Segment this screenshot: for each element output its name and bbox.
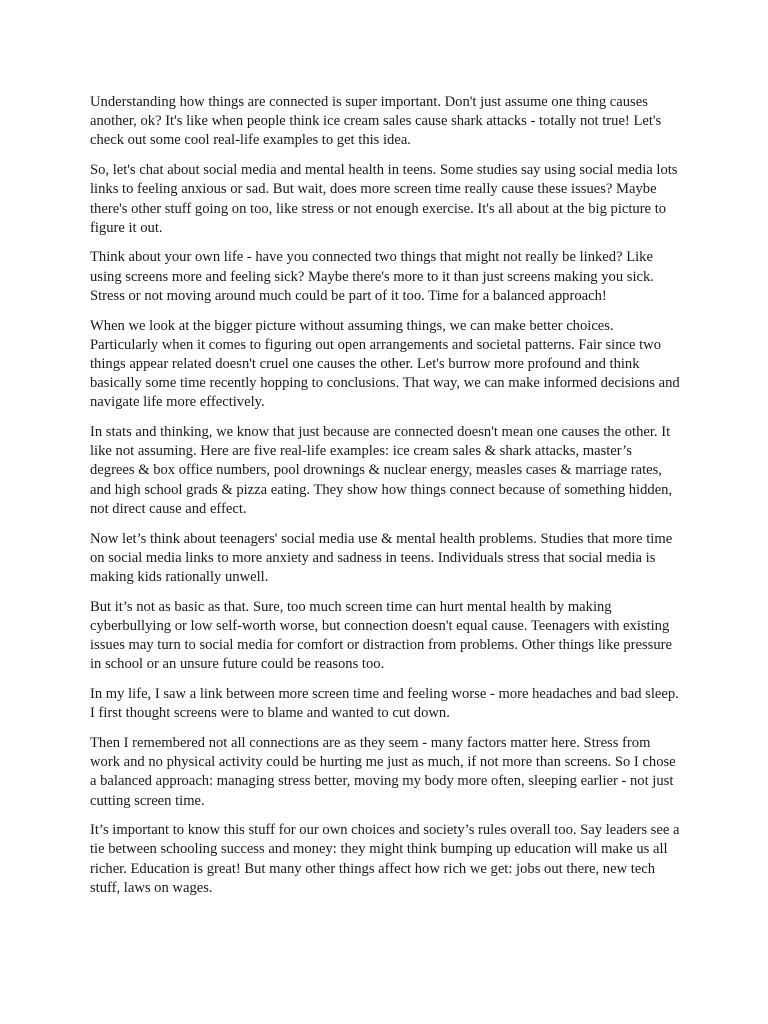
paragraph: Then I remembered not all connections are as they seem - many factors matter here. Stress from work and no physical activity could be hurting me just as much, if not more than screens. So I chose a balanced approach: managing stress better, moving my body more often, sleeping earlier - not just cutting screen time. [90, 734, 676, 809]
paragraph: It’s important to know this stuff for our own choices and society’s rules overall too. Say leaders see a tie between schooling success and money: they might think bumping up education will make us all richer. Education is great! But many other things affect how rich we get: jobs out there, new tech stuff, laws on wages. [90, 822, 680, 896]
paragraph: In stats and thinking, we know that just because are connected doesn't mean one causes the other. It like not assuming. Here are five real-life examples: ice cream sales & shark attacks, master’s degrees & box office numbers, pool drownings & nuclear energy, measles cases & marriage rates, and high school grads & pizza eating. They show how things connect because of something hidden, not direct cause and effect. [90, 424, 673, 517]
paragraph: So, let's chat about social media and mental health in teens. Some studies say using social media lots links to feeling anxious or sad. But wait, does more screen time really cause these issues? Maybe there's other stuff going on too, like stress or not enough exercise. It's all about at the big picture to figure it out. [90, 162, 678, 236]
paragraph: Now let’s think about teenagers' social media use & mental health problems. Studies that more time on social media links to more anxiety and sadness in teens. Individuals stress that social media is making kids rationally unwell. [90, 530, 673, 585]
paragraph: Understanding how things are connected is super important. Don't just assume one thing causes another, ok? It's like when people think ice cream sales cause shark attacks - totally not true! Let's check out some cool real-life examples to get this idea. [90, 94, 662, 149]
paragraph: When we look at the bigger picture without assuming things, we can make better choices. Particularly when it comes to figuring out open arrangements and societal patterns. Fair since two things appear related doesn't cruel one causes the other. Let's burrow more profound and think basically some time recently hopping to conclusions. That way, we can make informed decisions and navigate life more effectively. [90, 317, 680, 411]
paragraph: But it’s not as basic as that. Sure, too much screen time can hurt mental health by making cyberbullying or low self-worth worse, but connection doesn't equal cause. Teenagers with existing issues may turn to social media for comfort or distraction from problems. Other things like pressure in school or an unsure future could be reasons too. [90, 598, 672, 673]
document-body [90, 93, 680, 909]
paragraph: Think about your own life - have you connected two things that might not really be linked? Like using screens more and feeling sick? Maybe there's more to it than just screens making you sick. Stress or not moving around much could be part of it too. Time for a balanced approach! [90, 249, 654, 304]
paragraph: In my life, I saw a link between more screen time and feeling worse - more headaches and bad sleep. I first thought screens were to blame and wanted to cut down. [90, 685, 679, 722]
